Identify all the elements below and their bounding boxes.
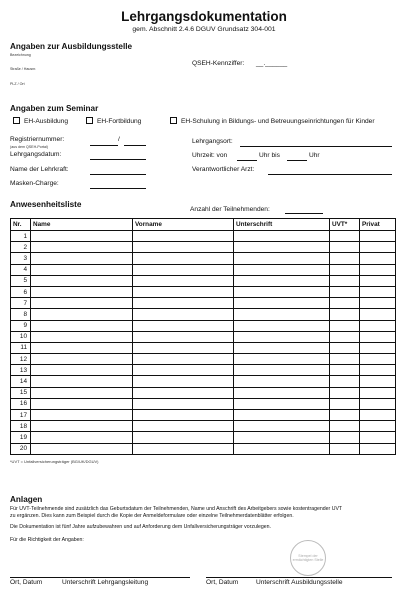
lehrkraft-field[interactable] [90, 174, 146, 175]
cell-uvt[interactable] [330, 410, 360, 421]
anlagen-text-line-2: zu ergänzen. Dies kann zum Beispiel durch die Kopie der Anmeldeformulare oder einzelne Teilnehmerdatenblätter erfolgen. [10, 513, 294, 519]
strasse-label: Straße / Hausnr. [10, 67, 37, 71]
cell-privat[interactable] [360, 354, 396, 365]
column-header-privat: Privat [360, 219, 396, 231]
plz-label: PLZ / Ort [10, 82, 25, 86]
cell-uvt[interactable] [330, 264, 360, 275]
table-row [11, 253, 396, 264]
signature-line-ausbildungsstelle[interactable] [206, 577, 392, 578]
column-header-uvt: UVT* [330, 219, 360, 231]
cell-vorname[interactable] [133, 253, 234, 264]
table-row [11, 264, 396, 275]
cell-uvt[interactable] [330, 309, 360, 320]
cell-privat[interactable] [360, 309, 396, 320]
table-row [11, 275, 396, 286]
cell-name[interactable] [31, 365, 133, 376]
masken-charge-field[interactable] [90, 188, 146, 189]
cell-nr: 12 [11, 354, 31, 365]
cell-nr: 5 [11, 275, 31, 286]
cell-uvt[interactable] [330, 443, 360, 454]
cell-unterschrift[interactable] [234, 264, 330, 275]
cell-uvt[interactable] [330, 376, 360, 387]
left-ort-datum-label: Ort, Datum [10, 579, 43, 586]
option-eh-fortbildung[interactable] [86, 117, 141, 125]
cell-name[interactable] [31, 242, 133, 253]
uhrzeit-von-label: Uhrzeit: von [192, 152, 228, 159]
checkbox-icon[interactable] [86, 117, 93, 124]
cell-vorname[interactable] [133, 365, 234, 376]
option-eh-schulung-kinder[interactable] [170, 117, 375, 125]
checkbox-icon[interactable] [13, 117, 20, 124]
cell-uvt[interactable] [330, 298, 360, 309]
uhrzeit-bis-field[interactable] [287, 160, 307, 161]
cell-uvt[interactable] [330, 320, 360, 331]
cell-vorname[interactable] [133, 410, 234, 421]
table-row [11, 231, 396, 242]
cell-name[interactable] [31, 275, 133, 286]
document-subtitle: gem. Abschnitt 2.4.6 DGUV Grundsatz 304-001 [132, 26, 276, 33]
document-title: Lehrgangsdokumentation [121, 9, 287, 24]
table-row [11, 342, 396, 353]
cell-unterschrift[interactable] [234, 253, 330, 264]
uhrzeit-von-field[interactable] [237, 160, 257, 161]
column-header-nr: Nr. [11, 219, 31, 231]
cell-vorname[interactable] [133, 264, 234, 275]
table-header-row [11, 219, 396, 231]
lehrgangsdatum-field[interactable] [90, 159, 146, 160]
teilnehmer-count-field[interactable] [285, 213, 323, 214]
cell-vorname[interactable] [133, 376, 234, 387]
cell-privat[interactable] [360, 376, 396, 387]
table-row [11, 443, 396, 454]
cell-unterschrift[interactable] [234, 398, 330, 409]
masken-charge-label: Masken-Charge: [10, 180, 59, 187]
cell-name[interactable] [31, 354, 133, 365]
lehrgangsort-field[interactable] [240, 146, 392, 147]
stamp-placeholder: Stempel der ermächtigten Stelle [290, 540, 326, 576]
table-row [11, 320, 396, 331]
cell-nr: 7 [11, 298, 31, 309]
cell-uvt[interactable] [330, 231, 360, 242]
cell-privat[interactable] [360, 421, 396, 432]
cell-nr: 17 [11, 410, 31, 421]
cell-privat[interactable] [360, 365, 396, 376]
cell-unterschrift[interactable] [234, 298, 330, 309]
cell-unterschrift[interactable] [234, 432, 330, 443]
anlagen-text-line-1: Für UVT-Teilnehmende sind zusätzlich das Geburtsdatum der Teilnehmenden, Name und Anschrift des Arbeitgebers sowie kostentragender UVT [10, 506, 343, 512]
cell-uvt[interactable] [330, 365, 360, 376]
option-label: EH-Ausbildung [24, 118, 68, 125]
qseh-label: QSEH-Kennziffer: [192, 60, 245, 67]
cell-name[interactable] [31, 231, 133, 242]
table-row [11, 309, 396, 320]
lehrgangsort-label: Lehrgangsort: [192, 138, 233, 145]
table-row [11, 432, 396, 443]
attendance-table [10, 218, 396, 455]
cell-uvt[interactable] [330, 398, 360, 409]
cell-unterschrift[interactable] [234, 320, 330, 331]
cell-nr: 10 [11, 331, 31, 342]
teilnehmer-count-label: Anzahl der Teilnehmenden: [190, 206, 270, 213]
lehrkraft-label: Name der Lehrkraft: [10, 166, 69, 173]
arzt-label: Verantwortlicher Arzt: [192, 166, 255, 173]
table-row [11, 242, 396, 253]
cell-unterschrift[interactable] [234, 275, 330, 286]
cell-privat[interactable] [360, 298, 396, 309]
cell-privat[interactable] [360, 275, 396, 286]
cell-privat[interactable] [360, 320, 396, 331]
qseh-field[interactable]: __.______ [256, 60, 288, 67]
table-row [11, 398, 396, 409]
column-header-vorname: Vorname [133, 219, 234, 231]
table-row [11, 387, 396, 398]
cell-uvt[interactable] [330, 387, 360, 398]
cell-name[interactable] [31, 432, 133, 443]
signature-line-lehrgangsleitung[interactable] [10, 577, 190, 578]
cell-name[interactable] [31, 410, 133, 421]
cell-privat[interactable] [360, 398, 396, 409]
cell-privat[interactable] [360, 242, 396, 253]
registriernummer-field-1[interactable] [90, 145, 118, 146]
table-row [11, 376, 396, 387]
cell-name[interactable] [31, 421, 133, 432]
cell-unterschrift[interactable] [234, 387, 330, 398]
table-row [11, 410, 396, 421]
cell-vorname[interactable] [133, 242, 234, 253]
cell-nr: 6 [11, 286, 31, 297]
cell-vorname[interactable] [133, 387, 234, 398]
uhrzeit-uhr-label: Uhr [309, 152, 320, 159]
cell-name[interactable] [31, 298, 133, 309]
cell-privat[interactable] [360, 387, 396, 398]
cell-uvt[interactable] [330, 354, 360, 365]
table-row [11, 298, 396, 309]
cell-unterschrift[interactable] [234, 410, 330, 421]
cell-unterschrift[interactable] [234, 231, 330, 242]
table-row [11, 421, 396, 432]
cell-unterschrift[interactable] [234, 443, 330, 454]
cell-uvt[interactable] [330, 286, 360, 297]
cell-name[interactable] [31, 443, 133, 454]
checkbox-icon[interactable] [170, 117, 177, 124]
cell-name[interactable] [31, 264, 133, 275]
cell-privat[interactable] [360, 231, 396, 242]
cell-uvt[interactable] [330, 242, 360, 253]
cell-unterschrift[interactable] [234, 376, 330, 387]
option-label: EH-Fortbildung [97, 118, 142, 125]
cell-unterschrift[interactable] [234, 342, 330, 353]
cell-vorname[interactable] [133, 443, 234, 454]
cell-name[interactable] [31, 286, 133, 297]
cell-vorname[interactable] [133, 309, 234, 320]
registriernummer-hint: (aus dem QSEH-Portal) [10, 145, 48, 149]
cell-nr: 19 [11, 432, 31, 443]
cell-name[interactable] [31, 387, 133, 398]
cell-name[interactable] [31, 320, 133, 331]
cell-name[interactable] [31, 342, 133, 353]
cell-unterschrift[interactable] [234, 354, 330, 365]
cell-unterschrift[interactable] [234, 421, 330, 432]
cell-vorname[interactable] [133, 432, 234, 443]
cell-name[interactable] [31, 331, 133, 342]
cell-nr: 8 [11, 309, 31, 320]
cell-privat[interactable] [360, 410, 396, 421]
cell-nr: 4 [11, 264, 31, 275]
cell-unterschrift[interactable] [234, 309, 330, 320]
section-heading-ausbildungsstelle: Angaben zur Ausbildungsstelle [10, 42, 133, 51]
cell-vorname[interactable] [133, 331, 234, 342]
table-row [11, 365, 396, 376]
cell-nr: 2 [11, 242, 31, 253]
cell-privat[interactable] [360, 331, 396, 342]
table-row [11, 286, 396, 297]
uvt-footnote: *UVT = Unfallversicherungsträger (BG/UK/DGUV) [10, 459, 99, 464]
lehrgangsdatum-label: Lehrgangsdatum: [10, 151, 62, 158]
cell-nr: 3 [11, 253, 31, 264]
cell-uvt[interactable] [330, 342, 360, 353]
cell-uvt[interactable] [330, 275, 360, 286]
option-eh-ausbildung[interactable] [13, 117, 68, 125]
cell-unterschrift[interactable] [234, 242, 330, 253]
cell-name[interactable] [31, 253, 133, 264]
registriernummer-field-2[interactable] [124, 145, 146, 146]
cell-privat[interactable] [360, 253, 396, 264]
cell-unterschrift[interactable] [234, 331, 330, 342]
section-heading-seminar: Angaben zum Seminar [10, 104, 99, 113]
cell-privat[interactable] [360, 432, 396, 443]
cell-vorname[interactable] [133, 286, 234, 297]
anlagen-text-line-3: Die Dokumentation ist fünf Jahre aufzubewahren und auf Anforderung dem Unfallversicherungsträger vorzulegen. [10, 524, 271, 530]
cell-nr: 9 [11, 320, 31, 331]
cell-unterschrift[interactable] [234, 286, 330, 297]
cell-privat[interactable] [360, 342, 396, 353]
attendance-table-body [11, 231, 396, 455]
cell-nr: 16 [11, 398, 31, 409]
cell-nr: 1 [11, 231, 31, 242]
left-signature-label: Unterschrift Lehrgangsleitung [62, 579, 149, 586]
cell-uvt[interactable] [330, 421, 360, 432]
cell-name[interactable] [31, 309, 133, 320]
right-ort-datum-label: Ort, Datum [206, 579, 239, 586]
cell-nr: 11 [11, 342, 31, 353]
option-label: EH-Schulung in Bildungs- und Betreuungseinrichtungen für Kinder [181, 118, 375, 125]
cell-uvt[interactable] [330, 331, 360, 342]
cell-vorname[interactable] [133, 354, 234, 365]
registriernummer-label: Registriernummer: [10, 136, 65, 143]
cell-name[interactable] [31, 376, 133, 387]
table-row [11, 331, 396, 342]
cell-nr: 15 [11, 387, 31, 398]
cell-vorname[interactable] [133, 342, 234, 353]
bezeichnung-label: Bezeichnung [10, 53, 31, 57]
uhrzeit-uhr-bis-label: Uhr bis [259, 152, 280, 159]
column-header-unterschrift: Unterschrift [234, 219, 330, 231]
cell-nr: 13 [11, 365, 31, 376]
cell-nr: 20 [11, 443, 31, 454]
cell-privat[interactable] [360, 264, 396, 275]
section-heading-anwesenheit: Anwesenheitsliste [10, 200, 82, 209]
cell-privat[interactable] [360, 286, 396, 297]
cell-uvt[interactable] [330, 432, 360, 443]
cell-vorname[interactable] [133, 275, 234, 286]
arzt-field[interactable] [268, 174, 392, 175]
column-header-name: Name [31, 219, 133, 231]
cell-vorname[interactable] [133, 421, 234, 432]
cell-vorname[interactable] [133, 231, 234, 242]
cell-uvt[interactable] [330, 253, 360, 264]
registriernummer-separator: / [118, 136, 120, 143]
table-row [11, 354, 396, 365]
cell-unterschrift[interactable] [234, 365, 330, 376]
right-signature-label: Unterschrift Ausbildungsstelle [256, 579, 343, 586]
cell-nr: 18 [11, 421, 31, 432]
cell-vorname[interactable] [133, 320, 234, 331]
cell-vorname[interactable] [133, 398, 234, 409]
section-heading-anlagen: Anlagen [10, 495, 43, 504]
cell-name[interactable] [31, 398, 133, 409]
cell-nr: 14 [11, 376, 31, 387]
cell-vorname[interactable] [133, 298, 234, 309]
cell-privat[interactable] [360, 443, 396, 454]
anlagen-text-line-4: Für die Richtigkeit der Angaben: [10, 537, 84, 543]
